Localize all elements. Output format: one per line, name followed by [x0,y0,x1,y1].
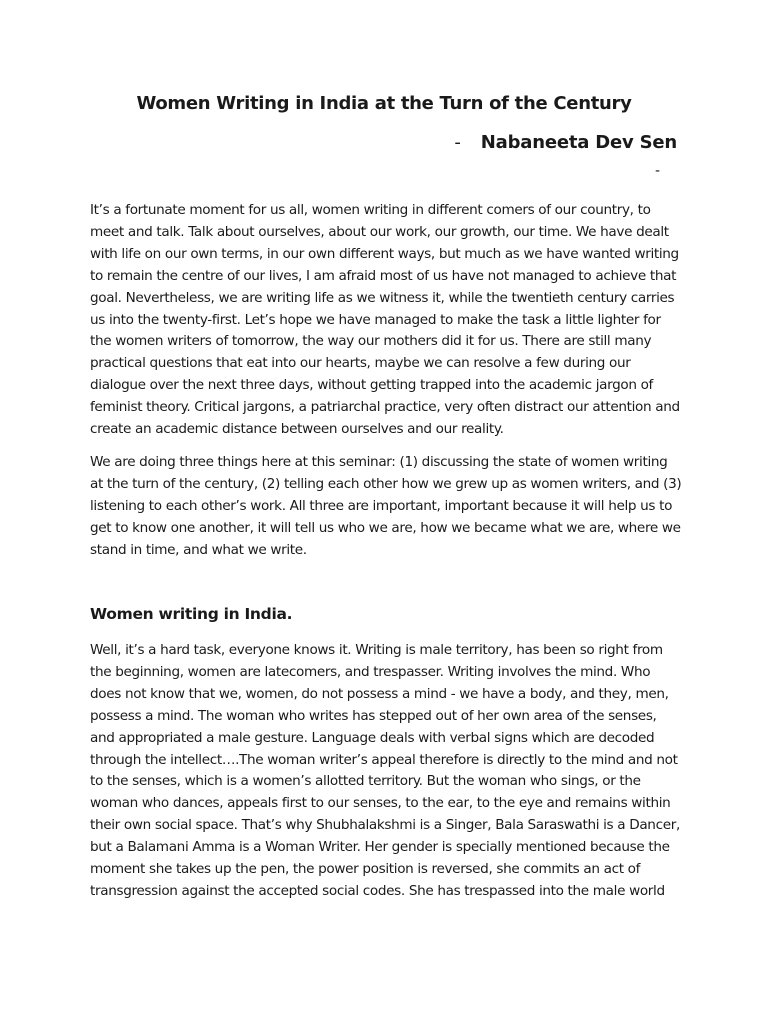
intro-paragraph-1: It’s a fortunate moment for us all, women writing in different comers of our country, to meet and talk. Talk about ourselves, about our work, our growth, our time. We have dealt with life on our own terms, in our own different ways, but much as we have wanted writing to remain the centre of our lives, I am afraid most of us have not managed to achieve that goal. Nevertheless, we are writing life as we witness it, while the twentieth century carries us into the twenty-first. Let’s hope we have managed to make the task a little lighter for the women writers of tomorrow, the way our mothers did it for us. There are still many practical questions that eat into our hearts, maybe we can resolve a few during our dialogue over the next three days, without getting trapped into the academic jargon of feminist theory. Critical jargons, a patriarchal practice, very often distract our attention and create an academic distance between ourselves and our reality. [90,202,680,438]
author-dash: - [454,132,461,153]
document-title: Women Writing in India at the Turn of the Century [136,93,632,114]
section-heading: Women writing in India. [90,605,293,623]
author-name: Nabaneeta Dev Sen [480,132,677,153]
author-line [454,132,677,153]
section-paragraph: Well, it’s a hard task, everyone knows it. Writing is male territory, has been so right from the beginning, women are latecomers, and trespasser. Writing involves the mind. Who does not know that we, women, do not possess a mind - we have a body, and they, men, possess a mind. The woman who writes has stepped out of her own area of the senses, and appropriated a male gesture. Language deals with verbal signs which are decoded through the intellect….The woman writer’s appeal therefore is directly to the mind and not to the senses, which is a women’s allotted territory. But the woman who sings, or the woman who dances, appeals first to our senses, to the ear, to the eye and remains within their own social space. That’s why Shubhalakshmi is a Singer, Bala Saraswathi is a Dancer, but a Balamani Amma is a Woman Writer. Her gender is specially mentioned because the moment she takes up the pen, the power position is reversed, she commits an act of transgression against the accepted social codes. She has trespassed into the male world [90,642,680,899]
stray-dash: - [655,163,661,179]
intro-paragraph-2: We are doing three things here at this seminar: (1) discussing the state of women writing at the turn of the century, (2) telling each other how we grew up as women writers, and (3) listening to each other’s work. All three are important, important because it will help us to get to know one another, it will tell us who we are, how we became what we are, where we stand in time, and what we write. [90,454,682,558]
